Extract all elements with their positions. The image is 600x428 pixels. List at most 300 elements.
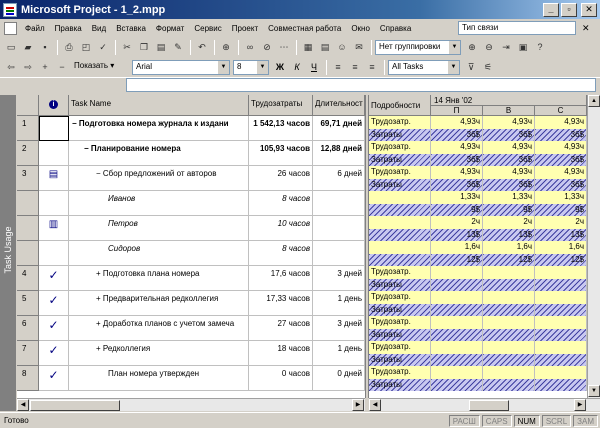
- row-id[interactable]: 4: [17, 266, 39, 291]
- timephased-cell[interactable]: [431, 379, 483, 392]
- timephased-cell[interactable]: [431, 304, 483, 317]
- cost-row: [369, 154, 587, 167]
- timescale-horizontal-scrollbar[interactable]: [369, 398, 600, 411]
- work-cell[interactable]: 0 часов: [249, 366, 313, 391]
- open-icon[interactable]: ▰: [24, 41, 32, 52]
- work-cell[interactable]: 27 часов: [249, 316, 313, 341]
- task-name-cell[interactable]: [69, 116, 249, 141]
- zoom-in-icon[interactable]: ⊕: [468, 41, 476, 52]
- underline-button[interactable]: Ч: [311, 62, 317, 72]
- timephased-cell[interactable]: 2ч: [483, 216, 535, 229]
- align-right-icon[interactable]: ≡: [369, 62, 375, 72]
- indicator-cell: [39, 316, 69, 341]
- work-cell[interactable]: 1 542,13 часов: [249, 116, 313, 141]
- scroll-right-icon[interactable]: ▶: [574, 399, 586, 411]
- complete-check-icon: ✓: [48, 293, 59, 307]
- indicator-cell: [39, 341, 69, 366]
- minus-icon[interactable]: −: [59, 62, 65, 72]
- italic-button[interactable]: К: [294, 62, 300, 72]
- cost-row: [369, 304, 587, 317]
- arrow-left-icon[interactable]: ⇦: [7, 61, 15, 72]
- row-id[interactable]: 1: [17, 116, 39, 141]
- task-name: Петров: [108, 219, 138, 228]
- menu-format[interactable]: Формат: [155, 23, 185, 33]
- task-name: Редколлегия: [102, 344, 151, 353]
- timephased-cell[interactable]: 4,93ч: [431, 141, 483, 154]
- collapse-icon[interactable]: −: [96, 169, 103, 178]
- chevron-down-icon: ▼: [257, 61, 268, 74]
- timephased-cell[interactable]: [483, 341, 535, 354]
- goto-task-icon[interactable]: ⇥: [502, 41, 510, 52]
- task-name-cell[interactable]: [69, 216, 249, 241]
- work-row: [369, 216, 587, 229]
- grid-header: [17, 95, 365, 116]
- format-painter-icon[interactable]: ✎: [174, 41, 182, 52]
- zoom-out-icon[interactable]: ⊖: [485, 41, 493, 52]
- grid-horizontal-scrollbar[interactable]: [17, 398, 365, 411]
- task-name-header[interactable]: Task Name: [69, 95, 249, 116]
- work-row: [369, 116, 587, 129]
- publish-icon[interactable]: ✉: [355, 41, 363, 52]
- task-name: Планирование номера: [90, 144, 181, 153]
- assign-resources-icon[interactable]: ☺: [337, 42, 347, 52]
- task-name: Подготовка плана номера: [102, 269, 200, 278]
- timephased-cell[interactable]: 1,6ч: [535, 241, 587, 254]
- duration-cell[interactable]: 3 дней: [313, 266, 365, 291]
- standard-toolbar: [0, 37, 600, 57]
- autofilter-icon[interactable]: ⊽: [467, 61, 475, 72]
- table-row[interactable]: [17, 141, 365, 166]
- print-icon[interactable]: ⎙: [65, 41, 73, 52]
- timephased-cell[interactable]: [535, 316, 587, 329]
- formatting-toolbar: [0, 57, 600, 77]
- plus-icon[interactable]: +: [42, 62, 48, 72]
- menu-view[interactable]: Вид: [91, 23, 107, 33]
- scroll-thumb[interactable]: [469, 400, 509, 411]
- timephased-cell[interactable]: [483, 266, 535, 279]
- expand-icon[interactable]: +: [96, 269, 103, 278]
- table-row[interactable]: [17, 266, 365, 291]
- menu-file[interactable]: Файл: [25, 23, 45, 33]
- task-name-cell[interactable]: [69, 241, 249, 266]
- indicator-cell: [39, 366, 69, 391]
- timephased-cell[interactable]: 9$: [535, 204, 587, 217]
- info-icon: i: [49, 100, 58, 109]
- complete-check-icon: ✓: [48, 343, 59, 357]
- timephased-cell[interactable]: [483, 316, 535, 329]
- expand-icon[interactable]: +: [96, 319, 103, 328]
- timephased-cell[interactable]: [535, 366, 587, 379]
- week-header: 14 Янв '02: [431, 95, 587, 106]
- detail-label: [369, 204, 431, 217]
- menu-tools[interactable]: Сервис: [194, 23, 222, 33]
- menu-edit[interactable]: Правка: [54, 23, 82, 33]
- cut-icon[interactable]: ✂: [123, 41, 131, 52]
- status-bar: [0, 412, 600, 428]
- ask-question-box[interactable]: Тип связи: [458, 21, 576, 35]
- duration-cell[interactable]: 1 день: [313, 291, 365, 316]
- task-name: Доработка планов с учетом замеча: [102, 319, 235, 328]
- status-scrl: SCRL: [542, 415, 571, 427]
- timephased-cell[interactable]: 36$: [431, 179, 483, 192]
- collapse-icon[interactable]: −: [84, 144, 91, 153]
- view-bar: [0, 95, 16, 411]
- split-task-icon[interactable]: ⋯: [279, 41, 289, 52]
- status-caps: CAPS: [482, 415, 512, 427]
- timephased-cell[interactable]: [431, 354, 483, 367]
- table-row[interactable]: [17, 366, 365, 391]
- detail-label: Трудозатр.: [369, 266, 431, 279]
- complete-check-icon: ✓: [48, 318, 59, 332]
- timephased-cell[interactable]: 12$: [431, 254, 483, 267]
- table-row[interactable]: [17, 341, 365, 366]
- duration-cell[interactable]: 3 дней: [313, 316, 365, 341]
- cost-row: [369, 229, 587, 242]
- copy-picture-icon[interactable]: ▣: [518, 41, 528, 52]
- timephased-cell[interactable]: 1,33ч: [535, 191, 587, 204]
- align-left-icon[interactable]: ≡: [335, 62, 341, 72]
- timephased-cell[interactable]: 13$: [535, 229, 587, 242]
- menu-insert[interactable]: Вставка: [116, 23, 146, 33]
- timephased-cell[interactable]: 36$: [535, 154, 587, 167]
- status-ovr: ЗАМ: [573, 415, 598, 427]
- timephased-cell[interactable]: 36$: [483, 179, 535, 192]
- entry-field[interactable]: [126, 78, 596, 92]
- duration-cell[interactable]: [313, 191, 365, 216]
- work-header[interactable]: Трудозатраты: [249, 95, 313, 116]
- unlink-tasks-icon[interactable]: ⊘: [263, 41, 271, 52]
- help-icon[interactable]: ?: [537, 42, 543, 52]
- table-row[interactable]: [17, 216, 365, 241]
- row-id[interactable]: 7: [17, 341, 39, 366]
- preview-icon[interactable]: ◰: [81, 41, 91, 52]
- timephased-cell[interactable]: 4,93ч: [431, 116, 483, 129]
- spelling-icon[interactable]: ✓: [99, 41, 107, 52]
- detail-label: Затраты: [369, 304, 431, 317]
- details-header[interactable]: Подробности: [369, 95, 431, 116]
- chevron-down-icon: ▾: [110, 60, 115, 70]
- scroll-right-icon[interactable]: ▶: [352, 399, 364, 411]
- doc-close-icon[interactable]: ✕: [582, 23, 590, 33]
- cost-row: [369, 179, 587, 192]
- app-icon: [3, 3, 17, 17]
- table-row[interactable]: [17, 316, 365, 341]
- cost-row: [369, 329, 587, 342]
- timephased-cell[interactable]: [535, 354, 587, 367]
- timephased-cell[interactable]: 4,93ч: [483, 141, 535, 154]
- timephased-cell[interactable]: [483, 366, 535, 379]
- duration-cell[interactable]: [313, 241, 365, 266]
- view-label: Task Usage: [3, 226, 13, 274]
- row-id[interactable]: [17, 241, 39, 266]
- select-all[interactable]: [17, 95, 39, 116]
- bold-button[interactable]: Ж: [275, 62, 285, 72]
- indicators-header[interactable]: [39, 95, 69, 116]
- work-row: [369, 266, 587, 279]
- timephased-cell[interactable]: 36$: [535, 179, 587, 192]
- duration-cell[interactable]: 69,71 дней: [313, 116, 365, 141]
- timephased-cell[interactable]: [483, 329, 535, 342]
- task-name: План номера утвержден: [108, 369, 200, 378]
- resource-icon: ▥: [48, 219, 59, 230]
- detail-label: [369, 229, 431, 242]
- timephased-cell[interactable]: [483, 354, 535, 367]
- timephased-cell[interactable]: 4,93ч: [535, 141, 587, 154]
- timephased-cell[interactable]: [535, 266, 587, 279]
- selected-cell: [39, 116, 69, 141]
- filter-select[interactable]: All Tasks ▼: [388, 60, 460, 75]
- work-cell[interactable]: 17,33 часов: [249, 291, 313, 316]
- work-row: [369, 291, 587, 304]
- link-tasks-icon[interactable]: ∞: [246, 42, 254, 52]
- complete-check-icon: ✓: [48, 368, 59, 382]
- menu-collaborate[interactable]: Совместная работа: [268, 23, 342, 33]
- indicator-cell: [39, 141, 69, 166]
- timephased-cell[interactable]: 2ч: [535, 216, 587, 229]
- work-cell[interactable]: 18 часов: [249, 341, 313, 366]
- row-id[interactable]: 3: [17, 166, 39, 191]
- detail-label: Трудозатр.: [369, 366, 431, 379]
- work-row: [369, 141, 587, 154]
- hyperlink-icon[interactable]: ⊕: [222, 41, 230, 52]
- status-num: NUM: [514, 415, 540, 427]
- scroll-thumb[interactable]: [30, 400, 120, 411]
- timephased-cell[interactable]: 36$: [431, 154, 483, 167]
- task-name-cell[interactable]: [69, 316, 249, 341]
- detail-label: Трудозатр.: [369, 291, 431, 304]
- cost-row: [369, 254, 587, 267]
- detail-label: [369, 254, 431, 267]
- show-button[interactable]: Показать ▾: [74, 60, 115, 70]
- work-cell[interactable]: 17,6 часов: [249, 266, 313, 291]
- timephased-cell[interactable]: 4,93ч: [535, 116, 587, 129]
- menu-window[interactable]: Окно: [351, 23, 370, 33]
- work-row: [369, 191, 587, 204]
- timephased-cell[interactable]: [535, 304, 587, 317]
- close-button[interactable]: ✕: [581, 3, 597, 17]
- work-cell[interactable]: 26 часов: [249, 166, 313, 191]
- detail-label: Затраты: [369, 379, 431, 392]
- expand-icon[interactable]: +: [96, 344, 103, 353]
- task-name: Подготовка номера журнала к издани: [78, 119, 229, 128]
- timephased-cell[interactable]: [431, 366, 483, 379]
- timephased-cell[interactable]: 9$: [431, 204, 483, 217]
- day-header-mon: П: [431, 106, 483, 116]
- detail-label: Трудозатр.: [369, 316, 431, 329]
- task-name: Сбор предложений от авторов: [102, 169, 217, 178]
- detail-label: Затраты: [369, 279, 431, 292]
- timephased-cell[interactable]: 4,93ч: [431, 166, 483, 179]
- task-name-cell[interactable]: [69, 166, 249, 191]
- complete-check-icon: ✓: [48, 268, 59, 282]
- timephased-cell[interactable]: [431, 316, 483, 329]
- task-name-cell[interactable]: [69, 266, 249, 291]
- duration-cell[interactable]: 12,88 дней: [313, 141, 365, 166]
- day-header-tue: В: [483, 106, 535, 116]
- save-icon[interactable]: ▪: [43, 42, 47, 52]
- document-icon[interactable]: [4, 22, 17, 35]
- work-cell[interactable]: 8 часов: [249, 191, 313, 216]
- timephased-cell[interactable]: 1,6ч: [431, 241, 483, 254]
- timephased-cell[interactable]: 13$: [431, 229, 483, 242]
- row-id[interactable]: [17, 216, 39, 241]
- timephased-cell[interactable]: 36$: [483, 129, 535, 142]
- work-row: [369, 341, 587, 354]
- timephased-cell[interactable]: 1,6ч: [483, 241, 535, 254]
- grouping-select[interactable]: Нет группировки ▼: [375, 40, 461, 55]
- scroll-up-icon[interactable]: ▲: [588, 95, 600, 107]
- task-info-icon[interactable]: ▦: [303, 41, 313, 52]
- work-row: [369, 166, 587, 179]
- timephased-cell[interactable]: [483, 291, 535, 304]
- timephased-cell[interactable]: [535, 379, 587, 392]
- timephased-pane: [369, 95, 587, 398]
- indicator-cell: [39, 291, 69, 316]
- table-row[interactable]: [17, 241, 365, 266]
- timephased-cell[interactable]: [431, 279, 483, 292]
- timephased-cell[interactable]: 12$: [535, 254, 587, 267]
- timephased-cell[interactable]: [431, 266, 483, 279]
- chevron-down-icon: ▼: [218, 61, 229, 74]
- timephased-cell[interactable]: 1,33ч: [483, 191, 535, 204]
- timephased-cell[interactable]: [431, 329, 483, 342]
- scroll-left-icon[interactable]: ◀: [369, 399, 381, 411]
- paste-icon[interactable]: ▤: [156, 41, 166, 52]
- table-row[interactable]: [17, 166, 365, 191]
- table-row[interactable]: [17, 116, 365, 141]
- timephased-cell[interactable]: 4,93ч: [483, 116, 535, 129]
- indicator-cell: [39, 241, 69, 266]
- timephased-cell[interactable]: [431, 341, 483, 354]
- align-center-icon[interactable]: ≡: [352, 62, 358, 72]
- detail-label: Затраты: [369, 154, 431, 167]
- work-row: [369, 366, 587, 379]
- detail-label: Трудозатр.: [369, 116, 431, 129]
- detail-label: [369, 241, 431, 254]
- row-id[interactable]: [17, 191, 39, 216]
- duration-cell[interactable]: 6 дней: [313, 166, 365, 191]
- timephased-cell[interactable]: [535, 341, 587, 354]
- timephased-cell[interactable]: [483, 379, 535, 392]
- indicator-cell: [39, 216, 69, 241]
- detail-label: Трудозатр.: [369, 166, 431, 179]
- font-select[interactable]: Arial ▼: [132, 60, 230, 75]
- new-icon[interactable]: ▭: [6, 41, 16, 52]
- timephased-cell[interactable]: 36$: [483, 154, 535, 167]
- row-id[interactable]: 8: [17, 366, 39, 391]
- task-name-cell[interactable]: [69, 141, 249, 166]
- note-icon: ▤: [48, 169, 59, 180]
- minimize-button[interactable]: _: [543, 3, 559, 17]
- cost-row: [369, 379, 587, 392]
- indicator-cell: [39, 191, 69, 216]
- indicator-cell: [39, 266, 69, 291]
- table-row[interactable]: [17, 191, 365, 216]
- table-row[interactable]: [17, 291, 365, 316]
- work-row: [369, 316, 587, 329]
- timephased-cell[interactable]: 4,93ч: [535, 166, 587, 179]
- work-row: [369, 241, 587, 254]
- timephased-cell[interactable]: 4,93ч: [483, 166, 535, 179]
- work-cell[interactable]: 105,93 часов: [249, 141, 313, 166]
- vertical-scrollbar[interactable]: [587, 95, 600, 398]
- timephased-cell[interactable]: 13$: [483, 229, 535, 242]
- timephased-cell[interactable]: 1,33ч: [431, 191, 483, 204]
- notes-icon[interactable]: ▤: [320, 41, 330, 52]
- indicator-cell: [39, 166, 69, 191]
- detail-label: Затраты: [369, 129, 431, 142]
- duration-header[interactable]: Длительност: [313, 95, 365, 116]
- duration-cell[interactable]: 0 дней: [313, 366, 365, 391]
- detail-label: Трудозатр.: [369, 141, 431, 154]
- cost-row: [369, 279, 587, 292]
- wizard-icon[interactable]: ⚟: [483, 61, 493, 72]
- arrow-right-icon[interactable]: ⇨: [24, 61, 32, 72]
- chevron-down-icon: ▼: [449, 41, 460, 54]
- timephased-cell[interactable]: [431, 291, 483, 304]
- detail-label: [369, 216, 431, 229]
- timephased-cell[interactable]: 2ч: [431, 216, 483, 229]
- undo-icon[interactable]: ↶: [198, 41, 206, 52]
- row-id[interactable]: 2: [17, 141, 39, 166]
- timephased-cell[interactable]: 9$: [483, 204, 535, 217]
- duration-cell[interactable]: [313, 216, 365, 241]
- detail-label: Затраты: [369, 354, 431, 367]
- work-cell[interactable]: 10 часов: [249, 216, 313, 241]
- timephased-cell[interactable]: [535, 329, 587, 342]
- cost-row: [369, 354, 587, 367]
- cost-row: [369, 129, 587, 142]
- timephased-cell[interactable]: [483, 279, 535, 292]
- timephased-cell[interactable]: [535, 279, 587, 292]
- menu-help[interactable]: Справка: [379, 23, 412, 33]
- detail-label: Затраты: [369, 329, 431, 342]
- timephased-cell[interactable]: [483, 304, 535, 317]
- task-grid: [17, 95, 365, 398]
- timephased-cell[interactable]: 12$: [483, 254, 535, 267]
- scroll-left-icon[interactable]: ◀: [17, 399, 29, 411]
- task-name: Предварительная редколлегия: [102, 294, 219, 303]
- detail-label: Трудозатр.: [369, 341, 431, 354]
- expand-icon[interactable]: +: [96, 294, 103, 303]
- task-name-cell[interactable]: [69, 291, 249, 316]
- duration-cell[interactable]: 1 день: [313, 341, 365, 366]
- row-id[interactable]: 6: [17, 316, 39, 341]
- task-name-cell[interactable]: [69, 366, 249, 391]
- collapse-icon[interactable]: −: [72, 119, 79, 128]
- task-name-cell[interactable]: [69, 341, 249, 366]
- status-ready: Готово: [4, 416, 29, 425]
- menu-project[interactable]: Проект: [231, 23, 259, 33]
- maximize-button[interactable]: ▫: [561, 3, 577, 17]
- timephased-cell[interactable]: 36$: [431, 129, 483, 142]
- task-name: Иванов: [108, 194, 136, 203]
- scroll-down-icon[interactable]: ▼: [588, 385, 600, 397]
- detail-label: [369, 191, 431, 204]
- task-name-cell[interactable]: [69, 191, 249, 216]
- timephased-cell[interactable]: 36$: [535, 129, 587, 142]
- task-name: Сидоров: [108, 244, 141, 253]
- copy-icon[interactable]: ❐: [139, 41, 149, 52]
- timephased-cell[interactable]: [535, 291, 587, 304]
- chevron-down-icon: ▼: [448, 61, 459, 74]
- cost-row: [369, 204, 587, 217]
- work-cell[interactable]: 8 часов: [249, 241, 313, 266]
- status-ext: РАСШ: [449, 415, 480, 427]
- row-id[interactable]: 5: [17, 291, 39, 316]
- title-bar: [0, 0, 600, 19]
- font-size-select[interactable]: 8 ▼: [233, 60, 269, 75]
